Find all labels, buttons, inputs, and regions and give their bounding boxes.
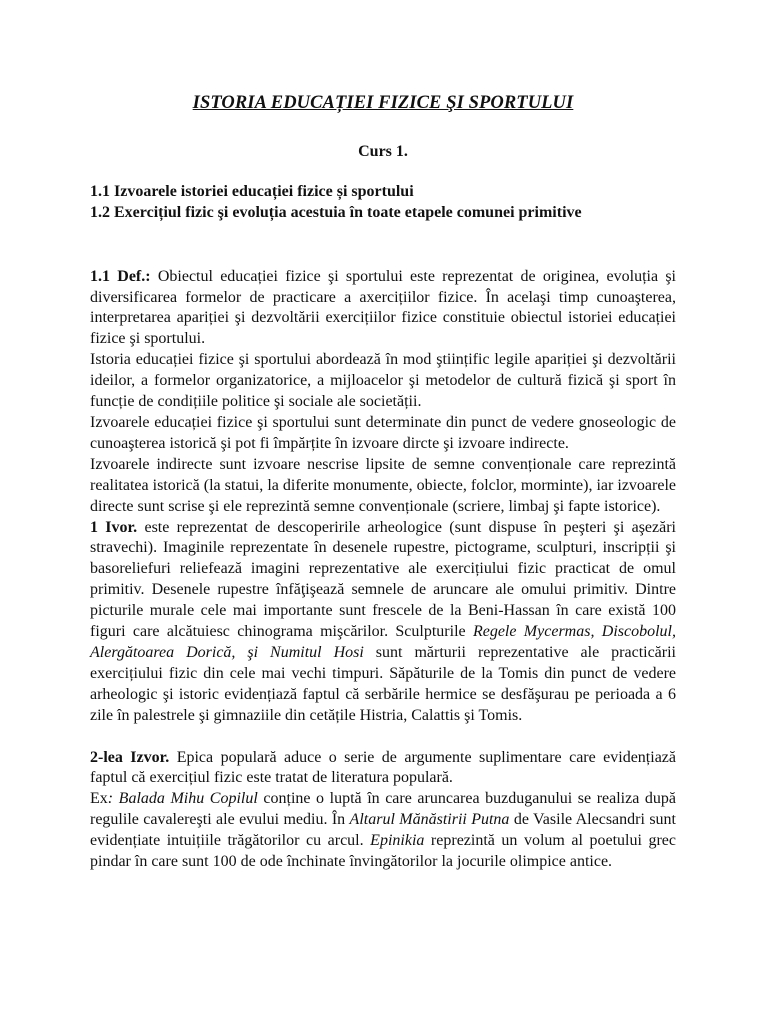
paragraph-lead: 1 Ivor.	[90, 518, 138, 536]
paragraph-history: Istoria educației fizice şi sportului abordează în mod ştiințific legile apariției şi dezvoltării ideilor, a formelor organizatorice, a mijloacelor şi metodelor de cultură fizică şi sport în funcție de condițiile politice şi sociale ale societății.	[90, 351, 676, 411]
table-of-contents	[90, 182, 676, 224]
paragraph-first-source: 1 Ivor. este reprezentat de descoperirile arheologice (sunt dispuse în peşteri şi aşezări stravechi). Imaginile reprezentate în desenele rupestre, pictograme, sculpturi, inscripții şi basoreliefuri reliefează imagini reprezentative ale exercițiului fizic practicat de omul primitiv. Desenele rupestre înfăţişează semnele de aruncare ale omului primitiv. Dintre picturile murale cele mai importante sunt frescele de la Beni-Hassan în care există 100 figuri care alcătuiesc chinograma mişcărilor. Sculpturile Regele Mycermas, Discobolul, Alergătoarea Dorică, şi Numitul Hosi sunt mărturii reprezentative ale practicării exercițiului fizic din cele mai vechi timpuri. Săpăturile de la Tomis din punct de vedere arheologic şi istoric evidențiază faptul că serbările hermice se desfăşurau pe perioada a 6 zile în palestrele şi gimnaziile din cetățile Histria, Calattis şi Tomis.	[90, 518, 677, 724]
paragraph-second-source: 2-lea Izvor. Epica populară aduce o serie de argumente suplimentare care evidențiază faptul că exercițiul fizic este tratat de literatura populară.	[90, 748, 677, 787]
paragraph-indirect-sources: Izvoarele indirecte sunt izvoare nescrise lipsite de semne convenționale care reprezintă realitatea istorică (la statui, la diferite monumente, obiecte, folclor, morminte), iar izvoarele directe sunt scrise şi ele reprezintă semne convenționale (scriere, limbaj şi fapte istorice).	[90, 455, 676, 515]
toc-item-1: 1.1 Izvoarele istoriei educației fizice și sportului	[90, 182, 414, 200]
toc-item-2: 1.2 Exercițiul fizic şi evoluția acestuia în toate etapele comunei primitive	[90, 203, 582, 221]
paragraph-lead: 1.1 Def.:	[90, 267, 151, 285]
paragraph-sources: Izvoarele educației fizice şi sportului sunt determinate din punct de vedere gnoseologic de cunoaşterea istorică şi pot fi împărțite în izvoare dircte şi izvoare indirecte.	[90, 413, 676, 452]
paragraph-example: Ex: Balada Mihu Copilul conține o luptă în care aruncarea buzduganului se realiza după regulile cavalereşti ale evului mediu. În Altarul Mănăstirii Putna de Vasile Alecsandri sunt evidențiate intuițiile trăgătorilor cu arcul. Epinikia reprezintă un volum al poetului grec pindar în care sunt 100 de ode închinate învingătorilor la jocurile olimpice antice.	[90, 790, 677, 871]
paragraph-definition: 1.1 Def.: Obiectul educației fizice şi sportului este reprezentat de originea, evoluția şi diversificarea formelor de practicare a axercițiilor fizice. În acelaşi timp cunoaşterea, interpretarea apariției şi dezvoltării exercițiilor fizice constituie obiectul istoriei educației fizice şi sportului.	[90, 267, 676, 348]
course-number: Curs 1.	[358, 142, 408, 160]
document-body	[90, 267, 676, 873]
paragraph-lead: 2-lea Izvor.	[90, 748, 170, 766]
italic-sculptures: Regele Mycermas, Discobolul, Alergătoarea Dorică, şi Numitul Hosi	[90, 623, 676, 661]
document-title: ISTORIA EDUCAȚIEI FIZICE ŞI SPORTULUI	[192, 93, 574, 113]
